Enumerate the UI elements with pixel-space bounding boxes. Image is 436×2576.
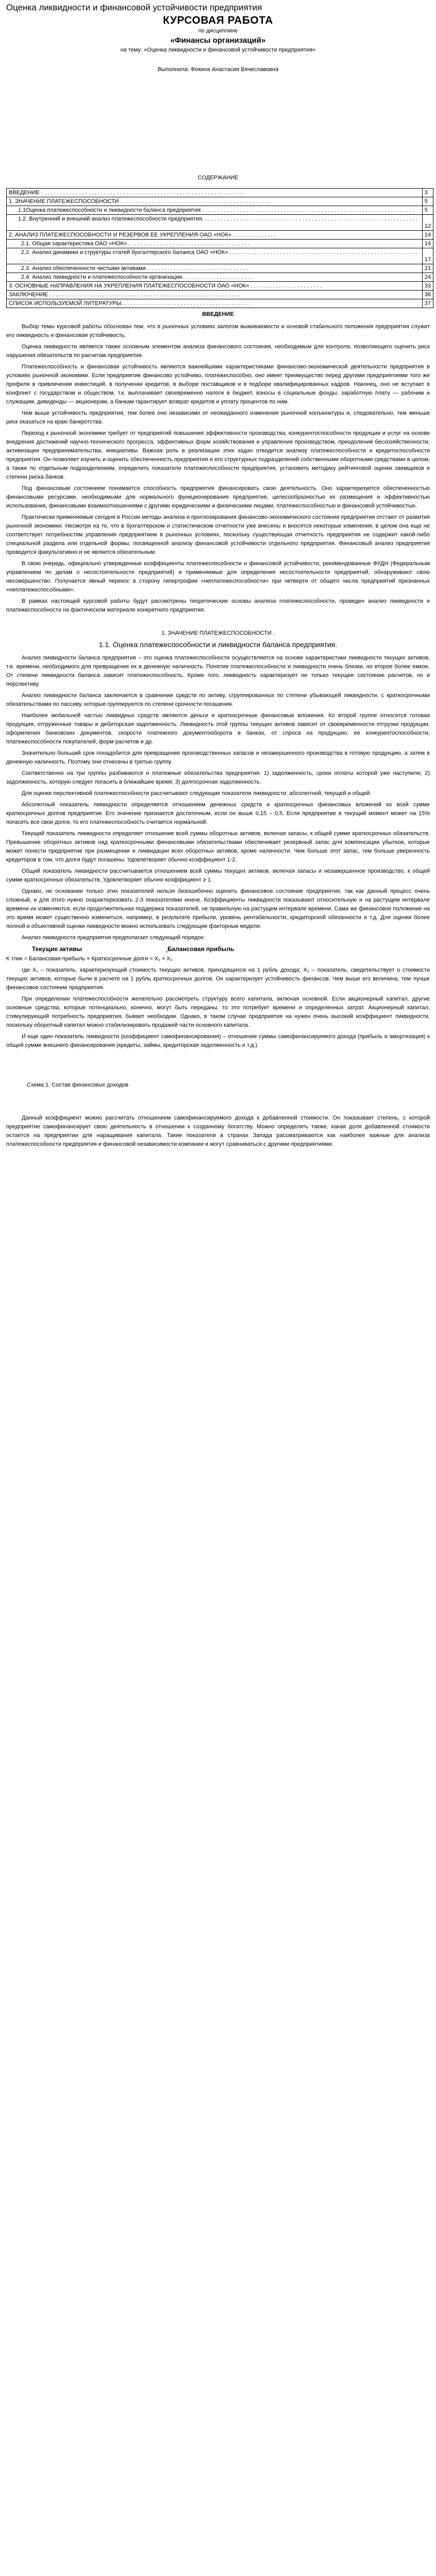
section-paragraph: Общий показатель ликвидности рассчитывается отношением всей суммы текущих активов, включая запасы и незавершенное производство, к общей сумме краткосрочных обязательств. Удовлетворяет обычно коэффициент ≥ 1. [6, 868, 430, 883]
intro-paragraph: В рамках настоящей курсовой работы будут рассмотрены теоретические основы анализа платежеспособности, проведен анализ ликвидности и платежеспособности на фактическом материале конкретного предприятия. [6, 598, 430, 613]
toc-entry: 2.4. Анализ ликвидности и платежеспособности организации. . . . . . . . . . . . . . . . . . . . . . . [7, 273, 423, 282]
toc-entry: 2.2. Анализ динамики и структуры статей бухгалтерского баланса ОАО «НОК» . . . . . . . . . . . . . . . . . . . . . . . . . . . . . . . . . . . . . . . . . . . . . . . . . . . . . . . . . . . . . . . . . [7, 248, 423, 264]
intro-heading: ВВЕДЕНИЕ [202, 311, 234, 317]
toc-row [7, 291, 433, 299]
formula-numerator-label: Текущие активы [32, 945, 82, 953]
section-paragraph: Соответственно на три группы разбиваются и платежные обязательства предприятия: 1) задолженность, сроки оплаты которой уже наступили; 2) задолженность, которую следует погасить в ближайшее время; 3) долгосрочная задолженность. [6, 770, 430, 785]
toc-row [7, 206, 433, 215]
section-1-1-heading: 1.1. Оценка платежеспособности и ликвидности баланса предприятия. [98, 640, 338, 649]
section-paragraph: Анализ ликвидности баланса предприятия – это оценка платежеспособности осуществляется на основе характеристики ликвидности текущих активов, т.е. времени, необходимого для превращения их в денежную наличность. Понятия платежеспособности и ликвидности очень близки, но второе более емкое. От степени ликвидности баланса зависит платежеспособность. Кроме того, ликвидность характеризует не только текущее состояние расчетов, но и перспективу. [6, 655, 430, 687]
toc-row [7, 299, 433, 308]
intro-paragraph: Под финансовым состоянием понимается способность предприятия финансировать свою деятельность. Оно характеризуется обеспеченностью финансовыми ресурсами, необходимыми для нормального функционирования предприятия, целесообразностью их размещения и эффективностью использования, финансовыми взаимоотношениями с другими юридическими и физическими лицами, платежеспособностью и финансовой устойчивостью. [6, 485, 430, 509]
toc-row [7, 240, 433, 248]
toc-page: 33 [422, 282, 433, 291]
toc-row [7, 273, 433, 282]
topic-line: на тему: «Оценка ликвидности и финансовой устойчивости предприятия» [120, 47, 316, 53]
toc-page: 14 [422, 231, 433, 240]
section-paragraph: Однако, не основании только этих показателей нельзя безошибочно оценить финансовое состояние предприятия, так как данный процесс очень сложный, и для этого нужно охарактеризовать 2-3 показателями иначе. Коэффициенты ликвидности показывают относительную и на растущем интервале времени их изменяются, если продолжительная поддержка показателей, не правильную на растущем интервале времени. Сама же финансовое положение на это время может существенно измениться, например, в результате прибыли, уровень рентабельности, кредиторской обязанности и т.д. Для оценки более полной и объективной оценки ликвидности можно использовать следующие факторные модели. [6, 888, 430, 929]
formula-numerator-label: Балансовая прибыль [167, 945, 235, 953]
section-paragraph: Для оценки перспективной платежеспособности рассчитывают следующие показатели ликвидности: абсолютной, текущей и общей. [22, 790, 372, 796]
toc-entry: 2.3. Анализ обеспеченности чистыми активами. . . . . . . . . . . . . . . . . . . . . . . . . . . . . . . . . [7, 264, 423, 273]
section-paragraph: Анализ ликвидности предприятия предполагает следующий порядок: [22, 935, 205, 941]
scheme-caption: Схема 1. Состав финансовых доходов [27, 1082, 129, 1088]
formula-heading [32, 945, 430, 953]
intro-paragraph: Переход к рыночной экономики требует от предприятий повышения эффективности производства, конкурентоспособности продукции и услуг на основе внедрения достижений научно-технического прогресса, эффективных форм хозяйствования и управления производством, преодоления бесхозяйственности, активизации предпринимательства, инициативы. Важная роль в реализации этих задач отводится анализу платежеспособности и кредитоспособности предприятия. Он позволяет изучить и оценить обеспеченность предприятия и его структурных подразделений собственными оборотными средствами в целом, а также по отдельным подразделениям, определить показатели платежеспособности предприятия, установить методику рейтинговой оценки заемщиков и степени риска банков. [6, 430, 430, 480]
toc-row [7, 264, 433, 273]
toc-row [7, 282, 433, 291]
toc-page: 3 [422, 189, 433, 197]
toc-row [7, 189, 433, 197]
formula-paragraph: И еще один показатель ликвидности (коэффициент самофинансирования) – отношение суммы самофинансируемого дохода (прибыль и амортизация) к общей сумме внешнего финансирования (кредиты, займы, кредиторская задолженность и т.д.). [6, 1033, 430, 1048]
toc-entry: 3. ОСНОВНЫЕ НАПРАВЛЕНИЯ НА УКРЕПЛЕНИЯ ПЛАТЕЖЕСПОСОБНОСТИ ОАО «НОК» . . . . . . . . . . . . . . . . . . . . . . . [7, 282, 423, 291]
toc-row [7, 231, 433, 240]
section-1-1 [6, 654, 430, 942]
toc-entry: СПИСОК ИСПОЛЬЗУЕМОЙ ЛИТЕРАТУРЫ. . . . . . . . . . . . . . . . . . . . . . . . . . . . . . . . . . . . . . . . . [7, 299, 423, 308]
toc-entry: 1. ЗНАЧЕНИЕ ПЛАТЕЖЕСПОСОБНОСТИ . . . . . . . . . . . . . . . . . . . . . . . . . . . . . . . . . . . . . . . . . . . . . . . . [7, 197, 423, 206]
toc-page: 12 [422, 215, 433, 231]
toc-page: 14 [422, 240, 433, 248]
chapter-1-heading: 1. ЗНАЧЕНИЕ ПЛАТЕЖЕСПОСОБНОСТИ . [161, 630, 275, 636]
toc-entry: 1.1Оценка платежеспособности и ликвидности баланса предприятия . . . . . . . . . . . . . . . . . . . . . . . . . . . . . . . . . . . . . . . . . . . . . . . . . . . . . . . . . . . . . . . . . . . . [7, 206, 423, 215]
formula-line: К тлик = Балансовая прибыль × Краткосрочные долги = X₁ × X₂ [6, 956, 173, 962]
formula-paragraph: При определении платежеспособности желательно рассмотреть структуру всего капитала, включая основной. Если акционерный капитал, другие основные средства, которые потенциально, конечно, могут быть переданы, то это потребует времени и определенных затрат. Акционерный капитал, стимулирующий потребность предприятия, бывает необходим. Однако, в таком случае предприятия на нужен очень высокий коэффициент ликвидности, поскольку оборотный капитал можно стабилизировать продажей части основного капитала. [6, 996, 430, 1028]
intro-section [6, 323, 430, 615]
section-paragraph: Значительно больший срок понадобится для превращения производственных запасов и незавершенного производства в готовую продукцию, а затем в денежную наличность. Поэтому они отнесены в третью группу. [6, 750, 430, 765]
section-paragraph: Текущий показатель ликвидности определяет отношение всей суммы оборотных активов, включая запасы, к общей сумме краткосрочных обязательств. Превышение оборотных активов над краткосрочными финансовыми обязательствами обеспечивает резервный запас для компенсации убытков, которые может понести предприятие при размещении и ликвидации всех оборотных активов, кроме наличности. Чем больше этот запас, тем больше уверенность кредиторов в том, что долги будут погашены. Удовлетворяет обычно коэффициент 1-2. [6, 831, 430, 863]
toc-page: 5 [422, 197, 433, 206]
section-paragraph: Анализ ликвидности баланса заключается в сравнении средств по активу, сгруппированных по степени убывающей ликвидности, с краткосрочными обязательствами по пассиву, которые группируются по степени срочности погашения. [6, 692, 430, 707]
intro-paragraph: Чем выше устойчивость предприятия, тем более оно независимо от неожиданного изменения рыночной конъюнктуры и, следовательно, тем меньше риск оказаться на краю банкротства. [6, 410, 430, 425]
toc-page: 37 [422, 299, 433, 308]
toc-table [6, 188, 433, 308]
toc-entry: 1.2. Внутренний и внешний анализ платежеспособности предприятия. . . . . . . . . . . . . . . . . . . . . . . . . . . . . . . . . . . . . . . . . . . . . . . . . . . . . . . . . . . . . . . . . . . . . . [7, 215, 423, 231]
section-paragraph: Наиболее мобильной частью ликвидных средств являются деньги и краткосрочные финансовые вложения. Ко второй группе относятся готовая продукция, отгруженные товары и дебиторская задолженность. Ликвидность этой группы текущих активов зависит от своевременности отгрузки продукции, оформления банковских документов, скорости платежного документооборота в банках, от спроса на продукцию, ее конкурентоспособности, платежеспособности покупателей, форм расчетов и др. [6, 713, 430, 745]
toc-page: 5 [422, 206, 433, 215]
toc-entry: ЗАКЛЮЧЕНИЕ . . . . . . . . . . . . . . . . . . . . . . . . . . . . . . . . . . . . . . . . . . . . . . . . . . . . . . . . . . . . . [7, 291, 423, 299]
intro-paragraph: В свою очередь, официально утвержденные коэффициенты платежеспособности и финансовой устойчивости, рекомендованные ФУДН (Федеральным управлением по делам о несостоятельности предприятий) и применяемые для определения несостоятельности предприятий, обнаруживают свою несовершенство. Получается явный перекос в сторону гипертрофии «неплатежеспособности» при четверти от общего числа предприятий признанных «неплатежеспособными». [6, 561, 430, 593]
intro-paragraph: Платежеспособность и финансовая устойчивость являются важнейшими характеристиками финансово-экономической деятельности предприятия в условиях рыночной экономики. Если предприятие финансово устойчиво, платежеспособно, оно имеет преимущество перед другими предприятиями того же профиля в привлечении инвестиций, в получении кредитов, в выборе поставщиков и в подборе квалифицированных кадров. Наконец, оно не вступает в конфликт с государством и обществом, т.к. выплачивает своевременно налоги в бюджет, взносы в социальные фонды, заработную плату — рабочим и служащим, дивиденды — акционерам, а банкам гарантирует возврат кредитов и уплату процентов по ним. [6, 364, 430, 405]
intro-paragraph: Оценка ликвидности является также основным элементом анализа финансового состояния, необходимым для контроля, позволяющего оценить риск нарушения обязательств по расчетам предприятия. [6, 344, 430, 359]
toc-page: 17 [422, 248, 433, 264]
author-line: Выполнила: Фокина Анастасия Вячеславовна [158, 66, 278, 73]
toc-page: 24 [422, 273, 433, 282]
toc-row [7, 215, 433, 231]
toc-row [7, 197, 433, 206]
toc-entry: ВВЕДЕНИЕ . . . . . . . . . . . . . . . . . . . . . . . . . . . . . . . . . . . . . . . . . . . . . . . . . . . . . . . . . . . . . . . . . [7, 189, 423, 197]
toc-heading: СОДЕРЖАНИЕ [198, 175, 238, 181]
toc-entry: 2. АНАЛИЗ ПЛАТЕЖЕСПОСОБНОСТИ И РЕЗЕРВОВ ЕЕ УКРЕПЛЕНИЯ ОАО «НОК» . . . . . . . . . . . . . . [7, 231, 423, 240]
discipline-name: «Финансы организаций» [170, 36, 266, 45]
toc-page: 21 [422, 264, 433, 273]
toc-page: 36 [422, 291, 433, 299]
work-type-heading: КУРСОВАЯ РАБОТА [163, 14, 273, 26]
toc-entry: 2.1. Общая характеристика ОАО «НОК» . . . . . . . . . . . . . . . . . . . . . . . . . . . . . . . . . . . . . . . [7, 240, 423, 248]
closing-paragraph: Данный коэффициент можно рассчитать отношением самофинансируемого дохода к добавленной стоимости. Он показывает степень, с которой предприятие самофинансирует свою деятельность в отношении к созданному богатству. Можно определять также, какая доля добавленной стоимости остается на предприятии для наращивания капитала. Такие показатели в странах Запада рассматриваются как наиболее важные для анализа платежеспособности предприятия и финансовой независимости компании и могут сравниваться с другими предприятиями. [6, 1115, 430, 1147]
by-discipline-label: по дисциплине [198, 28, 238, 34]
intro-paragraph: Практически применяемые сегодня в России методы анализа и прогнозирования финансово-экономического состояния предприятия отстают от развития рыночной экономики. Несмотря на то, что в бухгалтерском и статистическом отчетности уже внесены и вносятся некоторые изменения, в целом она еще не соответствует потребностям управления предприятием в рыночных условиях, поскольку существующая отчетность предприятия не содержит какой-либо специальной раздела или отдельной формы, посвященной анализу финансовой устойчивости отдельного предприятия. Финансовый анализ предприятия проводится факультативно и не является обязательным. [6, 514, 430, 555]
intro-paragraph: Выбор темы курсовой работы обоснован тем, что в рыночных условиях залогом выживаемости и основой стабильного положения предприятия служит его ликвидность и финансовая устойчивость. [6, 324, 430, 338]
formula-paragraph: где X₁ – показатель, характеризующий стоимость текущих активов, приходящихся на 1 рубль дохода; X₂ – показатель, свидетельствует о стоимости текущих активов, которые были в расчете на 1 рубль краткосрочных долгов. Он характеризует устойчивость финансов. Чем выше его величина, тем лучше финансовое состояние предприятия. [6, 967, 430, 991]
document-title: Оценка ликвидности и финансовой устойчивости предприятия [6, 3, 262, 12]
toc-row [7, 248, 433, 264]
section-paragraph: Абсолютный показатель ликвидности определяется отношением денежных средств и краткосрочных финансовых вложений ко всей сумме краткосрочных долгов предприятия. Его значение признается достаточным, если он выше 0,15 – 0,5. Если предприятие в текущий момент может на 15% погасить все свои долги, то его платежеспособность считается нормальной. [6, 802, 430, 825]
